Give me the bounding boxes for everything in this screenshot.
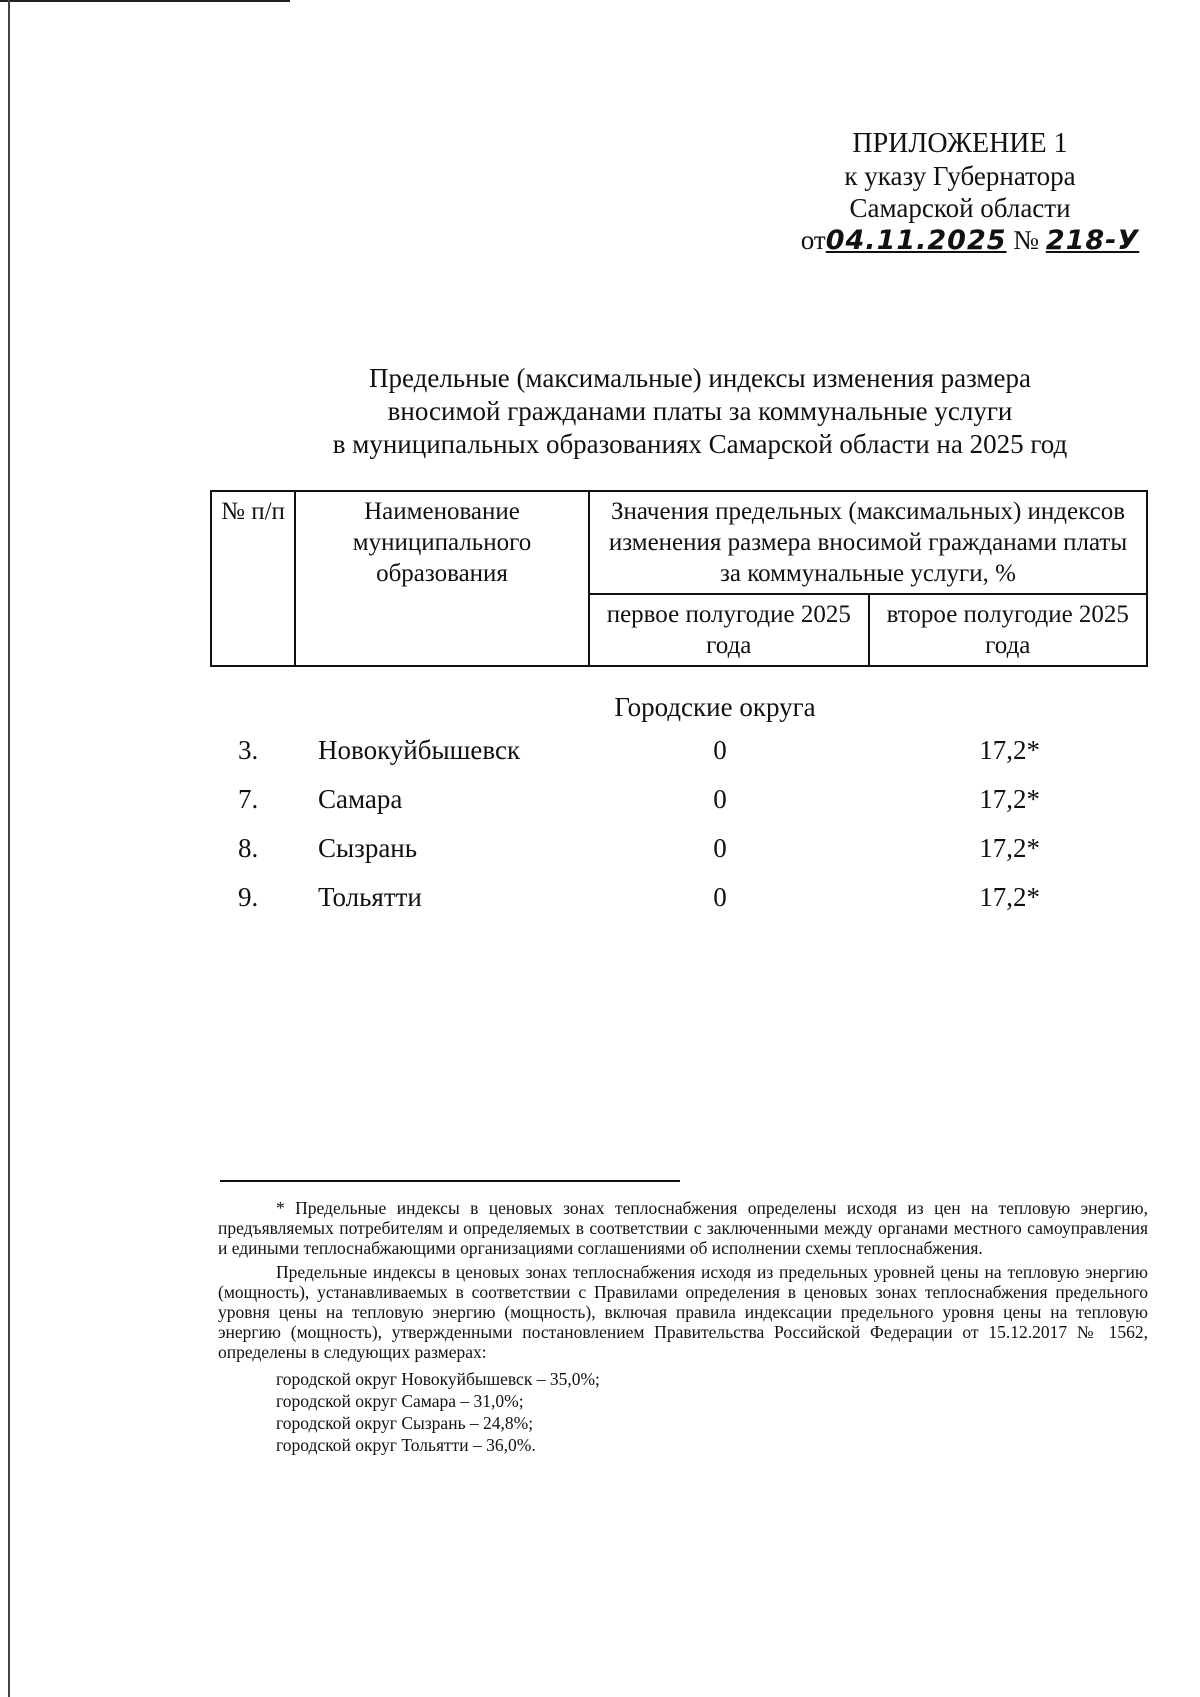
header-first-half: первое полугодие 2025 года (589, 594, 869, 666)
footnote-size-item: городской округ Самара – 31,0%; (276, 1391, 524, 1411)
header-name: Наименование муниципального образования (295, 491, 589, 666)
footnote-size-item: городской округ Тольятти – 36,0%. (276, 1435, 536, 1455)
appendix-line-2: Самарской области (849, 193, 1071, 223)
row-second-half: 17,2* (979, 735, 1040, 765)
document-title (260, 362, 1140, 461)
row-second-half: 17,2* (979, 833, 1040, 863)
header-second-half: второе полугодие 2025 года (869, 594, 1147, 666)
footnote-size-list (218, 1368, 1148, 1456)
appendix-heading: ПРИЛОЖЕНИЕ 1 (852, 128, 1068, 159)
row-municipality: Сызрань (318, 833, 418, 863)
row-first-half: 0 (713, 833, 727, 863)
row-number: 7. (238, 784, 259, 814)
row-second-half: 17,2* (979, 882, 1040, 912)
section-title: Городские округа (614, 692, 816, 722)
footnote-block (218, 1198, 1148, 1456)
row-municipality: Тольятти (318, 882, 422, 912)
row-first-half: 0 (713, 784, 727, 814)
header-num: № п/п (211, 491, 295, 666)
title-line-2: вносимой гражданами платы за коммунальные услуги (387, 396, 1013, 426)
row-number: 3. (238, 735, 259, 765)
row-municipality: Новокуйбышевск (318, 735, 521, 765)
from-label: от (800, 225, 826, 255)
row-number: 9. (238, 882, 259, 912)
handwritten-number: 218-У (1045, 225, 1140, 256)
title-line-1: Предельные (максимальные) индексы изменения размера (368, 363, 1031, 393)
header-row-1 (211, 491, 1147, 594)
footnote-size-item: городской округ Сызрань – 24,8%; (276, 1413, 534, 1433)
appendix-date-number-line (781, 224, 1139, 257)
title-line-3: в муниципальных образованиях Самарской области на 2025 год (332, 429, 1068, 459)
scan-edge-top (0, 0, 290, 2)
footnote-paragraph-2: Предельные индексы в ценовых зонах теплоснабжения исходя из предельных уровней цены на тепловую энергию (мощность), устанавливаемых в соответствии с Правилами определения в ценовых зонах теплоснабжения предельного уровня цены на тепловую энергию (мощность), включая правила индексации предельного уровня цены на тепловую энергию (мощность), утвержденными постановлением Правительства Российской Федерации от 15.12.2017 № 1562, определены в следующих размерах: (218, 1262, 1148, 1362)
index-table-header (210, 490, 1148, 667)
handwritten-date: 04.11.2025 (825, 225, 1007, 256)
row-second-half: 17,2* (979, 784, 1040, 814)
appendix-line-1: к указу Губернатора (844, 161, 1076, 191)
appendix-block (780, 128, 1140, 257)
number-label: № (1013, 225, 1040, 255)
row-number: 8. (238, 833, 259, 863)
row-municipality: Самара (318, 784, 403, 814)
table-row (0, 784, 1200, 824)
row-first-half: 0 (713, 735, 727, 765)
table-row (0, 882, 1200, 922)
footnote-size-item: городской округ Новокуйбышевск – 35,0%; (276, 1369, 600, 1389)
footnote-paragraph-1: * Предельные индексы в ценовых зонах теплоснабжения определены исходя из цен на тепловую энергию, предъявляемых потребителям и определяемых в соответствии с заключенными между органами местного самоуправления и едиными теплоснабжающими организациями соглашениями об исполнении схемы теплоснабжения. (218, 1198, 1148, 1258)
header-values: Значения предельных (максимальных) индексов изменения размера вносимой гражданами платы за коммунальные услуги, % (589, 491, 1147, 594)
row-first-half: 0 (713, 882, 727, 912)
footnote-rule (220, 1180, 680, 1182)
table-row (0, 735, 1200, 775)
table-row (0, 833, 1200, 873)
